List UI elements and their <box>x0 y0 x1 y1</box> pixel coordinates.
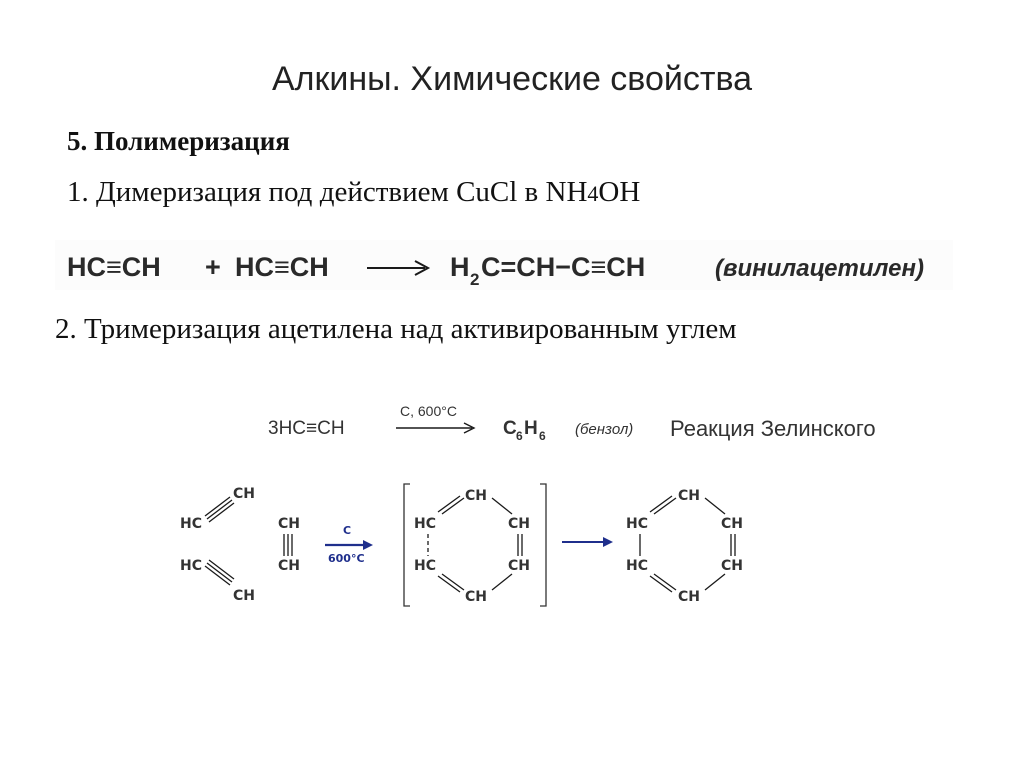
mech-acetylene-1-ch: CH <box>233 486 255 502</box>
mech-intermediate-ch-ur: CH <box>508 516 530 532</box>
mech-intermediate-ch-top: CH <box>465 488 487 504</box>
mech-product-arrow-head <box>603 537 613 547</box>
mech-bracket-left <box>404 484 410 606</box>
dimerization-subheading-text: 1. Димеризация под действием CuCl в NH <box>67 176 588 208</box>
dimer-reactant-1: HC≡CH <box>67 252 161 282</box>
mech-benzene-ch-top: CH <box>678 488 700 504</box>
mech-intermediate-ch-bottom: CH <box>465 589 487 605</box>
zel-condition: C, 600°C <box>400 403 457 419</box>
dimer-reactant-2: HC≡CH <box>235 252 329 282</box>
mech-acetylene-3-ch-top: CH <box>278 516 300 532</box>
mech-benzene-hc-ll: HC <box>626 558 648 574</box>
dimer-product-h: H <box>450 252 470 282</box>
trimerization-mechanism <box>170 470 790 620</box>
zel-product-h: H <box>524 418 538 439</box>
trimerization-subheading: 2. Тримеризация ацетилена над активированным углем <box>55 313 737 345</box>
mech-arrow-condition-top: C <box>343 524 352 537</box>
dimerization-subheading <box>67 176 640 209</box>
dimer-product-rest: C=CH−C≡CH <box>481 252 646 282</box>
mech-intermediate-hc-ul: HC <box>414 516 436 532</box>
mech-intermediate-hc-ll: HC <box>414 558 436 574</box>
section-heading: 5. Полимеризация <box>67 126 290 156</box>
mech-benzene-ch-lr: CH <box>721 558 743 574</box>
dimerization-subheading-end: OH <box>598 176 641 208</box>
mech-acetylene-2-ch: CH <box>233 588 255 604</box>
dimer-product-name: (винилацетилен) <box>715 255 924 282</box>
zel-product-h-index: 6 <box>539 429 546 443</box>
mech-arrow-condition-bottom: 600°C <box>328 552 365 565</box>
mech-bracket-right <box>540 484 546 606</box>
zel-reactant: 3HC≡CH <box>268 418 345 439</box>
dimerization-subheading-index: 4 <box>587 181 599 206</box>
zel-reaction-name: Реакция Зелинского <box>670 416 876 441</box>
mech-acetylene-1-hc: HC <box>180 516 202 532</box>
mech-intermediate-bonds <box>428 496 522 592</box>
mech-benzene-ch-ur: CH <box>721 516 743 532</box>
mech-acetylene-2-hc: HC <box>180 558 202 574</box>
zel-product-c: C <box>503 418 517 439</box>
mech-benzene-bonds <box>640 496 735 592</box>
zelinsky-equation <box>250 398 970 458</box>
zel-product-c-index: 6 <box>516 429 523 443</box>
dimer-plus: + <box>205 252 221 282</box>
mech-intermediate-ch-lr: CH <box>508 558 530 574</box>
dimerization-equation <box>55 240 953 290</box>
mech-arrow-head <box>363 540 373 550</box>
dimer-product-h-index: 2 <box>470 270 480 289</box>
mech-benzene-hc-ul: HC <box>626 516 648 532</box>
slide-title: Алкины. Химические свойства <box>271 60 753 98</box>
mech-benzene-ch-bottom: CH <box>678 589 700 605</box>
mech-acetylene-3-ch-bottom: CH <box>278 558 300 574</box>
zel-product-name: (бензол) <box>575 421 634 438</box>
